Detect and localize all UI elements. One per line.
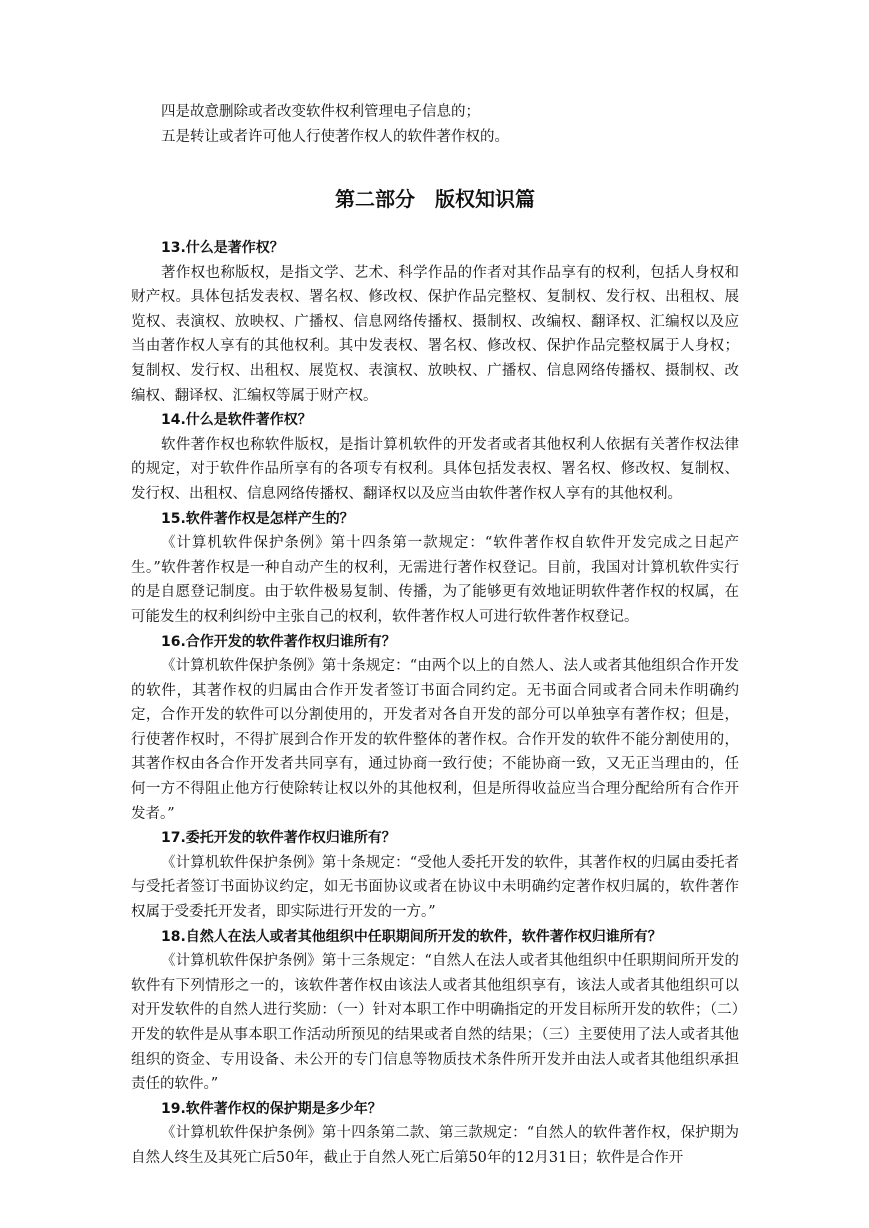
answer-paragraph: 著作权也称版权，是指文学、艺术、科学作品的作者对其作品享有的权利，包括人身权和财产权。具体包括发表权、署名权、修改权、保护作品完整权、复制权、发行权、出租权、展览权、表演权、放映权、广播权、信息网络传播权、摄制权、改编权、翻译权、汇编权以及应当由著作权人享有的其他权利。其中发表权、署名权、修改权、保护作品完整权属于人身权；复制权、发行权、出租权、展览权、表演权、放映权、广播权、信息网络传播权、摄制权、改编权、翻译权、汇编权等属于财产权。	[131, 264, 739, 404]
question-heading: 18.自然人在法人或者其他组织中任职期间所开发的软件，软件著作权归谁所有？	[161, 928, 662, 945]
qa-item-14	[131, 408, 739, 506]
question-heading: 15.软件著作权是怎样产生的？	[161, 510, 354, 527]
page-content	[131, 100, 739, 1171]
part-title: 第二部分 版权知识篇	[335, 187, 535, 211]
qa-item-18	[131, 925, 739, 1097]
answer-paragraph: 《计算机软件保护条例》第十三条规定：“自然人在法人或者其他组织中任职期间所开发的软件有下列情形之一的，该软件著作权由该法人或者其他组织享有，该法人或者其他组织可以对开发软件的自然人进行奖励：（一）针对本职工作中明确指定的开发目标所开发的软件；（二）开发的软件是从事本职工作活动所预见的结果或者自然的结果；（三）主要使用了法人或者其他组织的资金、专用设备、未公开的专门信息等物质技术条件所开发并由法人或者其他组织承担责任的软件。”	[131, 953, 739, 1093]
qa-item-16	[131, 630, 739, 827]
question-heading: 19.软件著作权的保护期是多少年？	[161, 1100, 382, 1117]
question-heading: 14.什么是软件著作权？	[161, 412, 312, 429]
qa-item-17	[131, 826, 739, 924]
intro-line-4: 四是故意删除或者改变软件权利管理电子信息的；	[161, 104, 480, 120]
qa-item-15	[131, 507, 739, 630]
answer-paragraph: 《计算机软件保护条例》第十四条第一款规定：“软件著作权自软件开发完成之日起产生。”软件著作权是一种自动产生的权利，无需进行著作权登记。目前，我国对计算机软件实行的是自愿登记制度。由于软件极易复制、传播，为了能够更有效地证明软件著作权的权属，在可能发生的权利纠纷中主张自己的权利，软件著作权人可进行软件著作权登记。	[131, 535, 739, 625]
answer-paragraph: 《计算机软件保护条例》第十条规定：“受他人委托开发的软件，其著作权的归属由委托者与受托者签订书面协议约定，如无书面协议或者在协议中未明确约定著作权归属的，软件著作权属于受委托开发者，即实际进行开发的一方。”	[131, 854, 739, 921]
question-heading: 16.合作开发的软件著作权归谁所有？	[161, 633, 396, 650]
question-heading: 17.委托开发的软件著作权归谁所有？	[161, 830, 396, 847]
intro-line-5: 五是转让或者许可他人行使著作权人的软件著作权的。	[161, 129, 509, 145]
qa-item-19	[131, 1097, 739, 1171]
question-heading: 13.什么是著作权？	[161, 240, 284, 256]
answer-paragraph: 软件著作权也称软件版权，是指计算机软件的开发者或者其他权利人依据有关著作权法律的规定，对于软件作品所享有的各项专有权利。具体包括发表权、署名权、修改权、复制权、发行权、出租权、信息网络传播权、翻译权以及应当由软件著作权人享有的其他权利。	[131, 436, 739, 502]
answer-paragraph: 《计算机软件保护条例》第十条规定：“由两个以上的自然人、法人或者其他组织合作开发的软件，其著作权的归属由合作开发者签订书面合同约定。无书面合同或者合同未作明确约定，合作开发的软件可以分割使用的，开发者对各自开发的部分可以单独享有著作权；但是，行使著作权时，不得扩展到合作开发的软件整体的著作权。合作开发的软件不能分割使用的，其著作权由各合作开发者共同享有，通过协商一致行使；不能协商一致，又无正当理由的，任何一方不得阻止他方行使除转让权以外的其他权利，但是所得收益应当合理分配给所有合作开发者。”	[131, 658, 739, 822]
qa-item-13	[131, 236, 739, 408]
answer-paragraph: 《计算机软件保护条例》第十四条第二款、第三款规定：“自然人的软件著作权，保护期为自然人终生及其死亡后50年，截止于自然人死亡后第50年的12月31日；软件是合作开	[131, 1125, 739, 1166]
